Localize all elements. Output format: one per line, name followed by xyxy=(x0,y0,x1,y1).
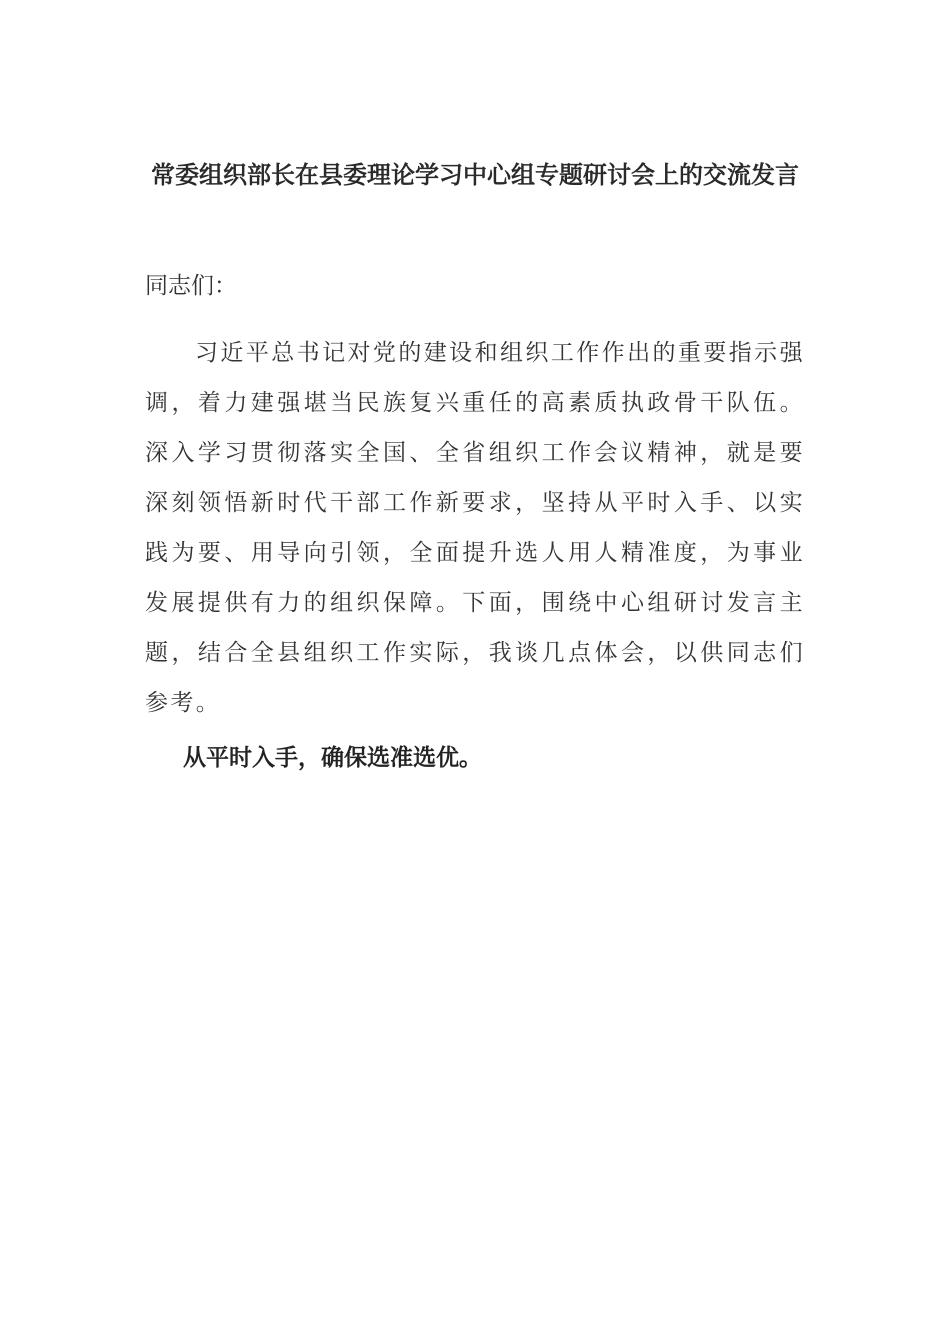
document-title: 常委组织部长在县委理论学习中心组专题研讨会上的交流发言 xyxy=(151,160,799,189)
body-paragraph: 习近平总书记对党的建设和组织工作作出的重要指示强调，着力建强堪当民族复兴重任的高素质执政骨干队伍。深入学习贯彻落实全国、全省组织工作会议精神，就是要深刻领悟新时代干部工作新要求，坚持从平时入手、以实践为要、用导向引领，全面提升选人用人精准度，为事业发展提供有力的组织保障。下面，围绕中心组研讨发言主题，结合全县组织工作实际，我谈几点体会，以供同志们参考。 xyxy=(145,340,805,716)
salutation: 同志们： xyxy=(145,273,237,299)
section-heading: 从平时入手，确保选准选优。 xyxy=(183,744,482,771)
